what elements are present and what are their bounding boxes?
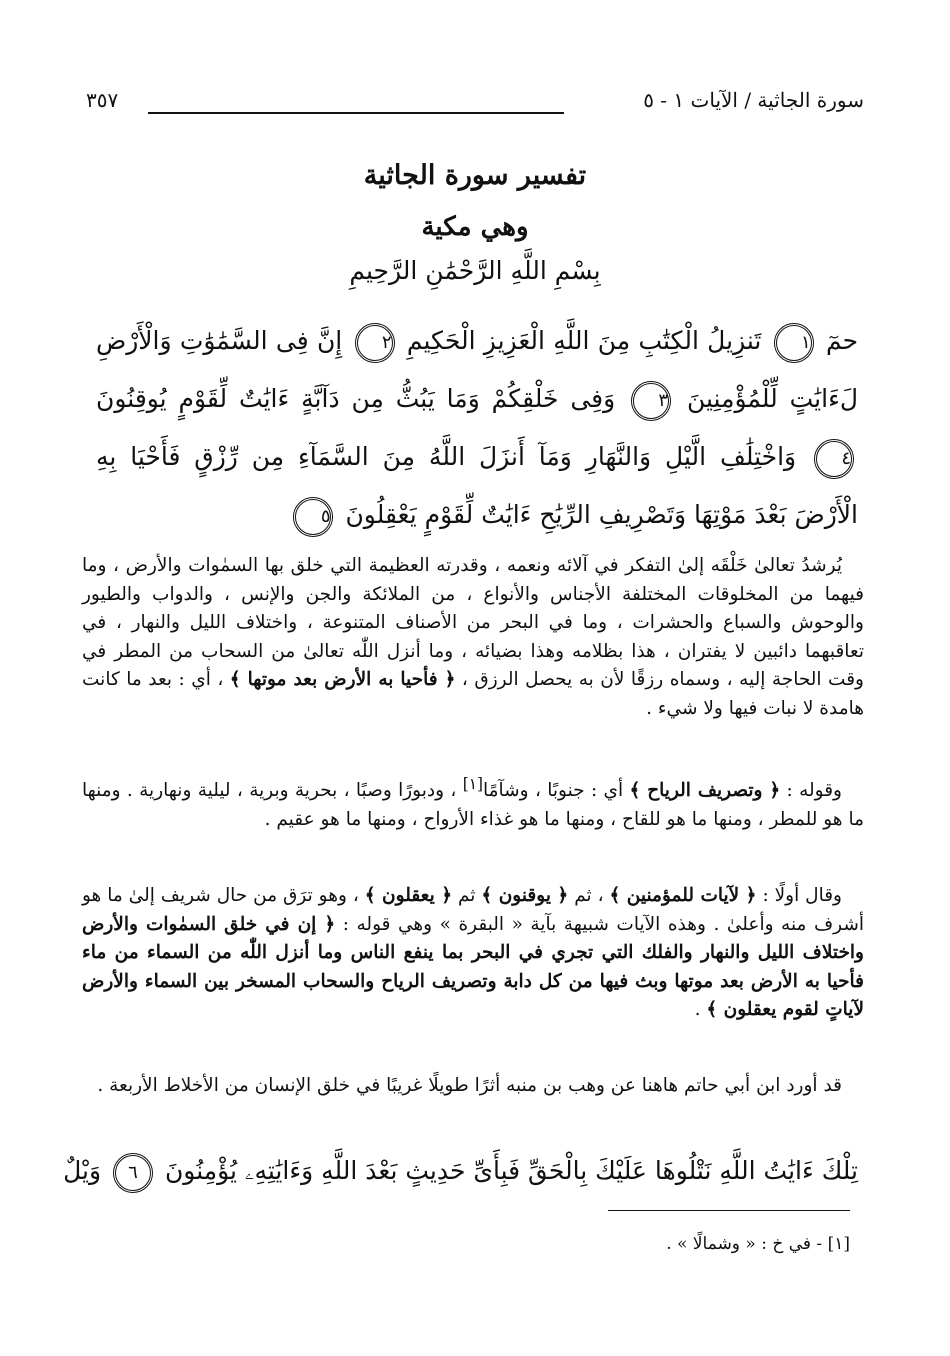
- paragraph-text: وقوله :: [786, 780, 842, 802]
- paragraph-text: يُرشدُ تعالىٰ خَلْقَه إلىٰ التفكر في آلائه ونعمه ، وقدرته العظيمة التي خلق بها السمٰوات والأرض ، وما فيهما من المخلوقات المختلفة الأجناس والأنواع ، من الملائكة والجن والإنس ، والدواب والطيور والوحوش والسباع والحشرات ، وما في البحر من الأصناف المتنوعة ، واختلاف الليل والنهار ، في تعاقبهما دائبين لا يفتران ، هذا بظلامه وهذا بضيائه ، وما أنزل اللّٰه تعالىٰ من السحاب من المطر في وقت الحاجة إليه ، وسماه رزقًا لأن به يحصل الرزق ،: [82, 555, 864, 690]
- verse-text: وَاخْتِلَٰفِ الَّيْلِ وَالنَّهَارِ وَمَآ أَنزَلَ اللَّهُ مِنَ السَّمَآءِ مِن رِّزْقٍ فَأَحْيَا بِهِ الْأَرْضَ بَعْدَ مَوْتِهَا وَتَصْرِيفِ الرِّيَٰحِ ءَايَٰتٌ لِّقَوْمٍ يَعْقِلُونَ: [96, 442, 858, 529]
- verse-text: تَنزِيلُ الْكِتَٰبِ مِنَ اللَّهِ الْعَزِيزِ الْحَكِيمِ: [406, 326, 762, 355]
- quoted-verse: ﴿ لآيات للمؤمنين ﴾: [609, 885, 757, 906]
- quran-verse-6: [63, 1150, 858, 1193]
- basmala: بِسْمِ اللَّهِ الرَّحْمَٰنِ الرَّحِيمِ: [349, 256, 601, 285]
- verse-text: إِنَّ فِى السَّمَٰوَٰتِ وَالْأَرْضِ لَءَايَٰتٍ لِّلْمُؤْمِنِينَ: [96, 326, 859, 413]
- ayah-number-marker: ٦: [113, 1153, 153, 1193]
- ayah-number-marker: ٤: [814, 439, 854, 479]
- ayah-number-marker: ٣: [631, 381, 671, 421]
- quran-verses-1-5: [96, 312, 858, 544]
- surah-title: تفسير سورة الجاثية: [363, 160, 587, 191]
- footnote-divider: [608, 1210, 850, 1211]
- ayah-number-marker: ٢: [355, 323, 395, 363]
- quoted-verse: ﴿ يعقلون ﴾: [364, 885, 453, 906]
- paragraph-text: قد أورد ابن أبي حاتم هاهنا عن وهب بن منبه أثرًا طويلًا غريبًا في خلق الإنسان من الأخلاط الأربعة .: [97, 1075, 842, 1096]
- paragraph-text: ثم: [457, 885, 476, 906]
- paragraph-text: ، وهو ترَق من حال شريف إلىٰ ما هو أشرف منه وأعلىٰ . وهذه الآيات شبيهة بآية « البقرة » وهي قوله :: [82, 885, 864, 935]
- commentary-paragraph-3: [82, 882, 864, 1025]
- footnote-reference[interactable]: [١]: [462, 775, 483, 793]
- ayah-number-marker: ١: [774, 323, 814, 363]
- paragraph-text: أي : جنوبًا ، وشآمًا: [483, 780, 624, 802]
- verse-text: حمٓ: [825, 326, 859, 355]
- paragraph-text: وقال أولًا :: [762, 885, 842, 906]
- commentary-paragraph-2: [82, 770, 864, 834]
- running-title: سورة الجاثية / الآيات ١ - ٥: [643, 88, 864, 112]
- verse-text: وَيْلٌ: [63, 1156, 102, 1185]
- page-number: ٣٥٧: [86, 88, 119, 112]
- header-rule: [148, 112, 564, 114]
- verse-text: تِلْكَ ءَايَٰتُ اللَّهِ نَتْلُوهَا عَلَيْكَ بِالْحَقِّ فَبِأَىِّ حَدِيثٍ بَعْدَ اللَّهِ وَءَايَٰتِهِۦ يُؤْمِنُونَ: [164, 1156, 858, 1185]
- surah-subtitle: وهي مكية: [421, 212, 529, 242]
- quoted-verse: ﴿ يوقنون ﴾: [481, 885, 569, 906]
- footnote: [١] - في خ : « وشمالًا » .: [666, 1234, 850, 1254]
- quoted-verse: ﴿ وتصريف الرياح ﴾: [629, 780, 781, 802]
- paragraph-text: ، ودبورًا وصبًا ، بحرية وبرية ، ليلية ونهارية . ومنها ما هو للمطر ، ومنها ما هو للقاح ، ومنها ما هو غذاء الأرواح ، ومنها ما هو عقيم .: [82, 780, 864, 830]
- commentary-paragraph-4: [82, 1072, 864, 1101]
- commentary-paragraph-1: [82, 552, 864, 723]
- ayah-number-marker: ٥: [293, 497, 333, 537]
- page-header: [86, 88, 864, 124]
- quoted-verse: ﴿ إن في خلق السمٰوات والأرض واختلاف الليل والنهار والفلك التي تجري في البحر بما ينفع الناس وما أنزل اللّٰه من السماء من ماء فأحيا به الأرض بعد موتها وبث فيها من كل دابة وتصريف الرياح والسحاب المسخر بين السماء والأرض لآياتٍ لقوم يعقلون ﴾: [82, 913, 864, 1020]
- verse-text: وَفِى خَلْقِكُمْ وَمَا يَبُثُّ مِن دَآبَّةٍ ءَايَٰتٌ لِّقَوْمٍ يُوقِنُونَ: [96, 384, 616, 413]
- paragraph-text: ، ثم: [574, 885, 604, 906]
- quoted-verse: ﴿ فأحيا به الأرض بعد موتها ﴾: [229, 669, 456, 690]
- paragraph-text: ، أي : بعد ما كانت هامدة لا نبات فيها ولا شيء .: [82, 669, 864, 719]
- paragraph-text: .: [694, 999, 701, 1020]
